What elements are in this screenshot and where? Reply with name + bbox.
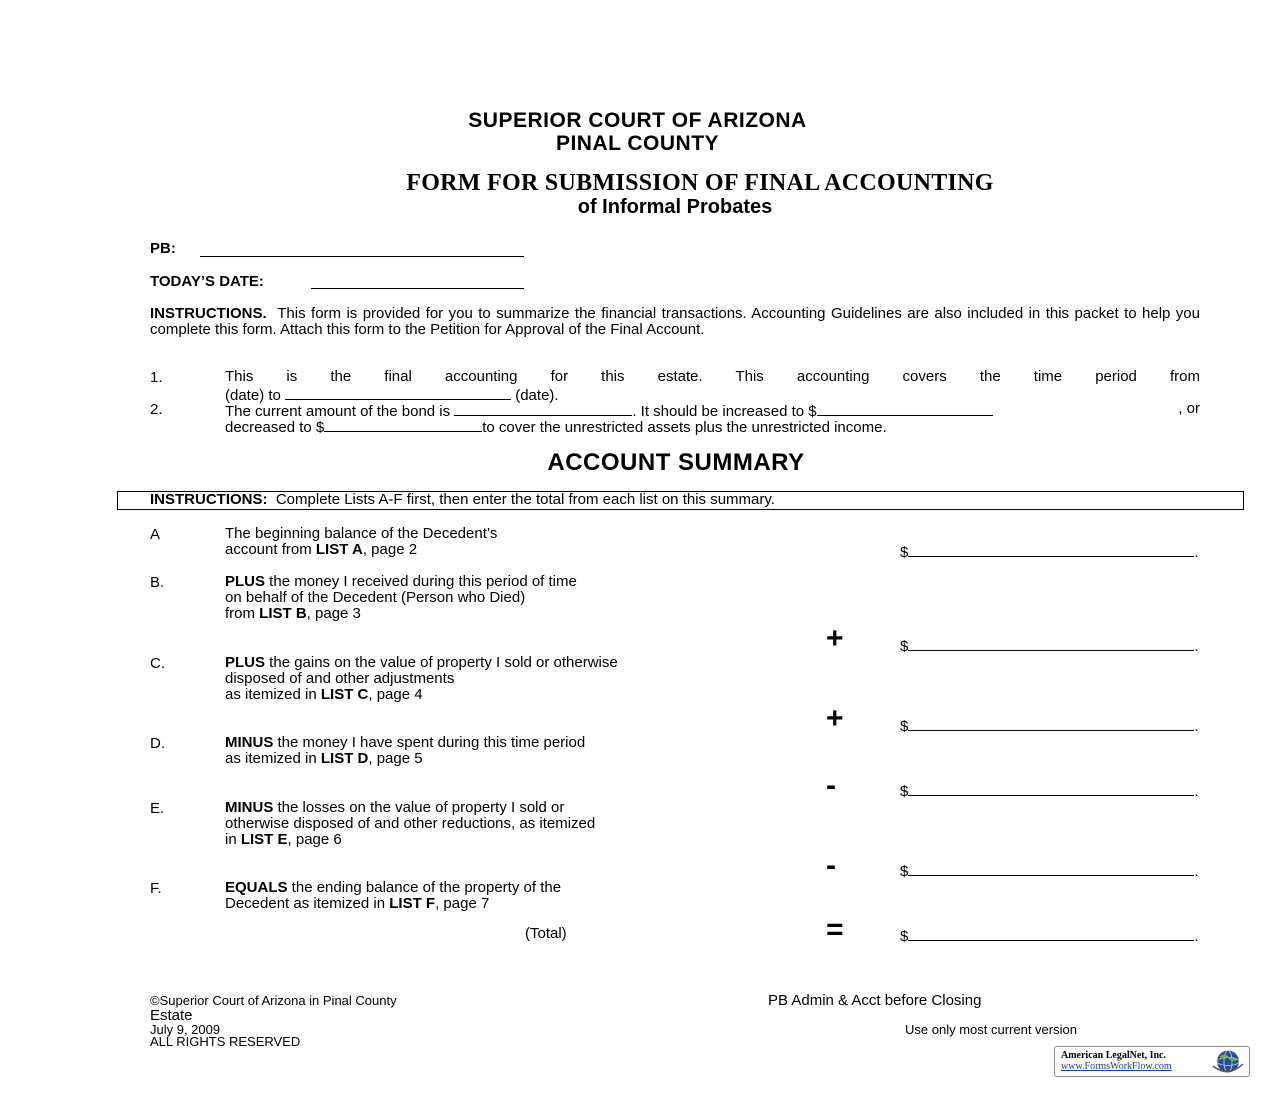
item-f-line-1 — [225, 880, 561, 896]
item-f-line-1-text: the ending balance of the property of the — [287, 879, 562, 896]
item-b-text — [225, 574, 577, 622]
total-period: . — [1194, 928, 1199, 945]
item-a-list-ref: LIST A — [315, 541, 363, 558]
item-e-letter: E. — [150, 800, 165, 817]
footer-date: July 9, 2009 — [150, 1022, 221, 1037]
item-c-line-1-text: the gains on the value of property I sold or otherwise — [265, 654, 618, 671]
item-c-letter: C. — [150, 655, 165, 672]
item-1-number: 1. — [150, 369, 163, 386]
item-2-line-2 — [225, 417, 887, 436]
item-b-list-ref: LIST B — [259, 605, 307, 622]
item-e-period: . — [1194, 863, 1199, 880]
item-c-line-3 — [225, 687, 618, 703]
item-d-amount-field[interactable] — [908, 781, 1194, 796]
item-e-keyword: MINUS — [225, 799, 274, 816]
item-c-text — [225, 655, 618, 703]
item-d-line-2-pre: as itemized in — [225, 750, 321, 767]
item-a-line-2-pre: account from — [225, 541, 316, 558]
item-d-keyword: MINUS — [225, 734, 274, 751]
item-e-line-3-post: , page 6 — [287, 831, 342, 848]
item-a-amount-field[interactable] — [908, 542, 1194, 557]
item-d-dollar-sign: $ — [900, 783, 909, 800]
total-dollar-sign: $ — [900, 928, 909, 945]
item-d-list-ref: LIST D — [320, 750, 369, 767]
form-title: FORM FOR SUBMISSION OF FINAL ACCOUNTING — [406, 170, 994, 196]
item-c-line-2: disposed of and other adjustments — [225, 670, 455, 687]
item-f-equals-icon: = — [826, 913, 844, 946]
item-a-text — [225, 526, 497, 558]
item-b-dollar-sign: $ — [900, 638, 909, 655]
item-a-line-2-post: , page 2 — [362, 541, 418, 558]
item-e-amount — [900, 861, 1199, 880]
item-d-amount — [900, 781, 1199, 800]
item-d-line-2-post: , page 5 — [368, 750, 423, 767]
total-label: (Total) — [525, 925, 567, 942]
bond-or-label: , or — [1178, 400, 1200, 417]
item-b-line-3-post: , page 3 — [306, 605, 361, 622]
item-f-letter: F. — [150, 880, 162, 897]
footer-estate: Estate — [150, 1007, 193, 1024]
badge-company: American LegalNet, Inc. — [1061, 1050, 1166, 1061]
pb-field[interactable] — [200, 242, 524, 257]
item-b-amount-field[interactable] — [908, 636, 1194, 651]
court-name: SUPERIOR COURT OF ARIZONA — [468, 109, 807, 132]
form-subtitle: of Informal Probates — [577, 196, 773, 218]
item-b-line-3-pre: from — [225, 605, 260, 622]
badge-url[interactable]: www.FormsWorkFlow.com — [1061, 1061, 1172, 1072]
item-c-amount — [900, 716, 1199, 735]
globe-icon — [1211, 1048, 1245, 1075]
american-legalnet-badge[interactable] — [1054, 1046, 1250, 1077]
item-d-line-1-text: the money I have spent during this time period — [273, 734, 586, 751]
item-b-letter: B. — [150, 574, 165, 591]
item-a-period: . — [1194, 544, 1199, 561]
footer-form-name: PB Admin & Acct before Closing — [768, 992, 982, 1009]
total-amount-field[interactable] — [908, 926, 1194, 941]
bond-current-field[interactable] — [454, 401, 632, 416]
bond-decrease-suffix: to cover the unrestricted assets plus the unrestricted income. — [482, 419, 887, 436]
item-c-list-ref: LIST C — [320, 686, 369, 703]
item-f-line-2-pre: Decedent as itemized in — [225, 895, 390, 912]
item-f-line-2 — [225, 896, 561, 912]
instructions-paragraph — [150, 306, 1200, 338]
item-e-line-3-pre: in — [225, 831, 241, 848]
bond-decrease-label: decreased to $ — [225, 419, 325, 436]
item-e-line-2: otherwise disposed of and other reductions, as itemized — [225, 815, 596, 832]
todays-date-label: TODAY’S DATE: — [150, 273, 264, 290]
item-c-plus-icon: + — [826, 702, 844, 735]
item-d-letter: D. — [150, 735, 165, 752]
item-c-line-3-post: , page 4 — [368, 686, 423, 703]
item-e-amount-field[interactable] — [908, 861, 1194, 876]
footer-rights: ALL RIGHTS RESERVED — [150, 1034, 301, 1049]
item-b-line-1-text: the money I received during this period of time — [265, 573, 577, 590]
summary-instructions-label: INSTRUCTIONS: — [150, 491, 268, 508]
item-1-from-label: (date) to — [225, 387, 281, 404]
todays-date-field[interactable] — [311, 274, 524, 289]
footer-copyright: ©Superior Court of Arizona in Pinal County — [150, 993, 397, 1008]
item-c-dollar-sign: $ — [900, 718, 909, 735]
item-2-number: 2. — [150, 401, 163, 418]
item-a-letter: A — [150, 526, 161, 543]
item-d-line-1 — [225, 735, 585, 751]
bond-decrease-field[interactable] — [324, 417, 482, 432]
item-c-line-3-pre: as itemized in — [225, 686, 321, 703]
item-d-period: . — [1194, 783, 1199, 800]
pb-label: PB: — [150, 240, 176, 257]
item-b-line-3 — [225, 606, 577, 622]
item-c-line-1 — [225, 655, 618, 671]
item-1-to-date-field[interactable] — [285, 385, 511, 400]
item-a-line-2 — [225, 542, 497, 558]
item-e-dollar-sign: $ — [900, 863, 909, 880]
item-d-minus-icon: - — [826, 769, 836, 802]
item-a-line-1: The beginning balance of the Decedent’s — [225, 525, 498, 542]
item-c-period: . — [1194, 718, 1199, 735]
bond-current-label: The current amount of the bond is — [225, 403, 451, 420]
item-a-dollar-sign: $ — [900, 544, 909, 561]
item-e-minus-icon: - — [826, 849, 836, 882]
item-b-plus-icon: + — [826, 622, 844, 655]
item-e-line-1-text: the losses on the value of property I sold or — [273, 799, 565, 816]
summary-instructions-text: Complete Lists A-F first, then enter the total from each list on this summary. — [275, 491, 775, 508]
county-name: PINAL COUNTY — [555, 132, 720, 155]
item-e-list-ref: LIST E — [240, 831, 288, 848]
item-c-amount-field[interactable] — [908, 716, 1194, 731]
item-f-list-ref: LIST F — [389, 895, 436, 912]
account-summary-title: ACCOUNT SUMMARY — [547, 449, 805, 476]
item-b-amount — [900, 636, 1199, 655]
total-amount — [900, 926, 1199, 945]
item-f-line-2-post: , page 7 — [435, 895, 490, 912]
instructions-text: This form is provided for you to summarize the financial transactions. Accounting Guidelines are also included in this packet to help you complete this form. Attach this form to the Petition for Approval of the Final Account. — [150, 305, 1200, 338]
bond-increase-field[interactable] — [817, 401, 993, 416]
item-b-keyword: PLUS — [225, 573, 266, 590]
footer-version-note: Use only most current version — [905, 1022, 1077, 1037]
item-1-date-suffix: (date). — [515, 387, 559, 404]
summary-instructions — [150, 492, 775, 508]
item-b-period: . — [1194, 638, 1199, 655]
bond-increase-label: . It should be increased to $ — [632, 403, 817, 420]
item-b-line-1 — [225, 574, 577, 590]
item-d-line-2 — [225, 751, 585, 767]
item-1-line-1: This is the final accounting for this estate. This accounting covers the time period from — [225, 368, 1200, 385]
item-a-amount — [900, 542, 1199, 561]
item-b-line-2: on behalf of the Decedent (Person who Died) — [225, 589, 526, 606]
item-c-keyword: PLUS — [225, 654, 266, 671]
item-f-keyword: EQUALS — [225, 879, 288, 896]
item-e-line-1 — [225, 800, 595, 816]
instructions-label: INSTRUCTIONS. — [150, 305, 267, 322]
item-d-text — [225, 735, 585, 767]
item-e-text — [225, 800, 595, 848]
item-e-line-3 — [225, 832, 595, 848]
item-f-text — [225, 880, 561, 912]
